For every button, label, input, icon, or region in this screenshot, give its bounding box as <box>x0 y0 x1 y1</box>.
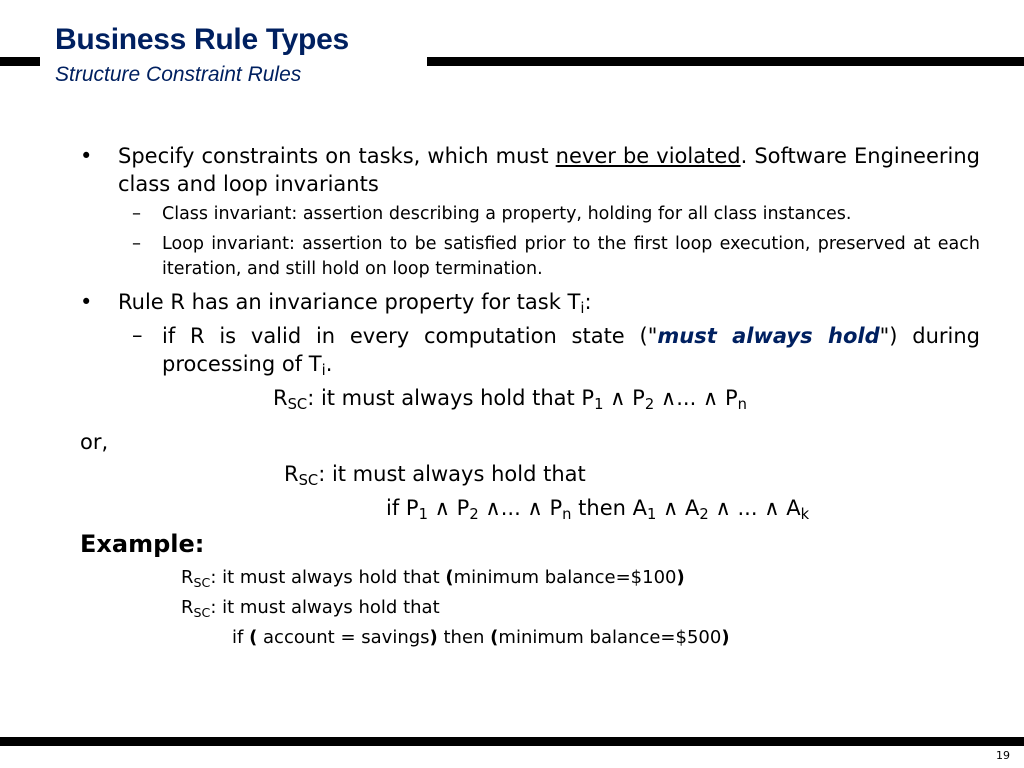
bullet-2-text <box>118 288 980 316</box>
sub-3-sub: i <box>321 362 326 379</box>
sub-3-emph: must always hold <box>657 324 880 348</box>
example-3-open2: ( <box>490 627 499 648</box>
bullet-2-post: : <box>584 290 592 314</box>
example-3-cond1: account = savings <box>257 627 430 648</box>
example-1-r: R <box>181 567 194 588</box>
example-3-close1: ) <box>429 627 438 648</box>
formula-1-text: : it must always hold that P <box>307 386 595 410</box>
formula-2-if: if P <box>386 496 419 520</box>
example-3-cond2: minimum balance=$500 <box>498 627 722 648</box>
formula-2-line2 <box>386 496 810 523</box>
sub-1-marker: – <box>132 203 141 224</box>
sub-3-mid: ") during processing of T <box>162 324 980 376</box>
sub-3-pre: if R is valid in every computation state (" <box>162 324 658 348</box>
formula-2-and1: ∧ P <box>427 496 470 520</box>
slide-title: Business Rule Types <box>55 23 349 56</box>
sub-2-text: Loop invariant: assertion to be satisfied prior to the first loop execution, preserved at each iteration, and still hold on loop termination. <box>162 234 980 279</box>
example-1-text: : it must always hold that <box>210 567 446 588</box>
bullet-1-marker: • <box>80 144 93 168</box>
example-1-close: ) <box>676 567 685 588</box>
formula-1 <box>273 386 747 413</box>
header-bar-right <box>427 57 1024 66</box>
formula-1-p2: 2 <box>644 396 655 413</box>
formula-2-dots: ∧... ∧ P <box>478 496 563 520</box>
page-number: 19 <box>996 749 1010 762</box>
bullet-1-post: . Software Engineering class and loop invariants <box>118 144 980 196</box>
example-3-close2: ) <box>721 627 730 648</box>
formula-2-dots2: ∧ ... ∧ A <box>708 496 801 520</box>
bullet-1-underlined: never be violated <box>555 144 741 168</box>
slide-subtitle: Structure Constraint Rules <box>55 63 302 86</box>
example-2-text: : it must always hold that <box>210 597 440 618</box>
formula-2-line1 <box>284 462 586 489</box>
example-1-r-sub: SC <box>193 575 211 590</box>
example-label: Example: <box>80 530 205 558</box>
sub-3-marker: – <box>132 323 143 347</box>
example-3-open1: ( <box>249 627 258 648</box>
header-bar-left <box>0 57 40 66</box>
formula-2-ak: k <box>800 506 810 523</box>
or-label: or, <box>80 430 109 454</box>
example-2-r-sub: SC <box>193 605 211 620</box>
sub-2-marker: – <box>132 233 141 254</box>
formula-1-r: R <box>273 386 288 410</box>
formula-2-r: R <box>284 462 299 486</box>
formula-2-text: : it must always hold that <box>318 462 586 486</box>
bullet-2-sub: i <box>580 300 585 317</box>
bullet-1-pre: Specify constraints on tasks, which must <box>118 144 556 168</box>
bullet-2-marker: • <box>80 290 93 314</box>
example-2-r: R <box>181 597 194 618</box>
formula-2-a1: 1 <box>646 506 657 523</box>
formula-1-and1: ∧ P <box>603 386 645 410</box>
bullet-2-pre: Rule R has an invariance property for task T <box>118 290 581 314</box>
formula-1-pn: n <box>737 396 747 413</box>
formula-1-rest: ∧... ∧ P <box>654 386 738 410</box>
example-line-2 <box>181 597 440 618</box>
formula-1-r-sub: SC <box>287 396 308 413</box>
example-1-open: ( <box>445 567 454 588</box>
formula-2-a2: 2 <box>699 506 709 523</box>
sub-1-text: Class invariant: assertion describing a property, holding for all class instances. <box>162 204 852 224</box>
formula-2-p2: 2 <box>469 506 479 523</box>
formula-2-then: then A <box>571 496 647 520</box>
formula-2-r-sub: SC <box>298 472 319 489</box>
formula-2-p1: 1 <box>418 506 428 523</box>
example-3-then: then <box>437 627 491 648</box>
formula-2-pn: n <box>562 506 572 523</box>
footer-bar <box>0 737 1024 746</box>
formula-1-p1: 1 <box>594 396 604 413</box>
bullet-1-text <box>118 142 980 198</box>
sub-3-text <box>162 322 980 378</box>
example-line-3 <box>232 627 730 648</box>
sub-3-post: . <box>325 352 333 376</box>
example-1-cond: minimum balance=$100 <box>453 567 677 588</box>
example-3-if: if <box>232 627 250 648</box>
formula-2-and2: ∧ A <box>656 496 700 520</box>
example-line-1 <box>181 567 685 588</box>
